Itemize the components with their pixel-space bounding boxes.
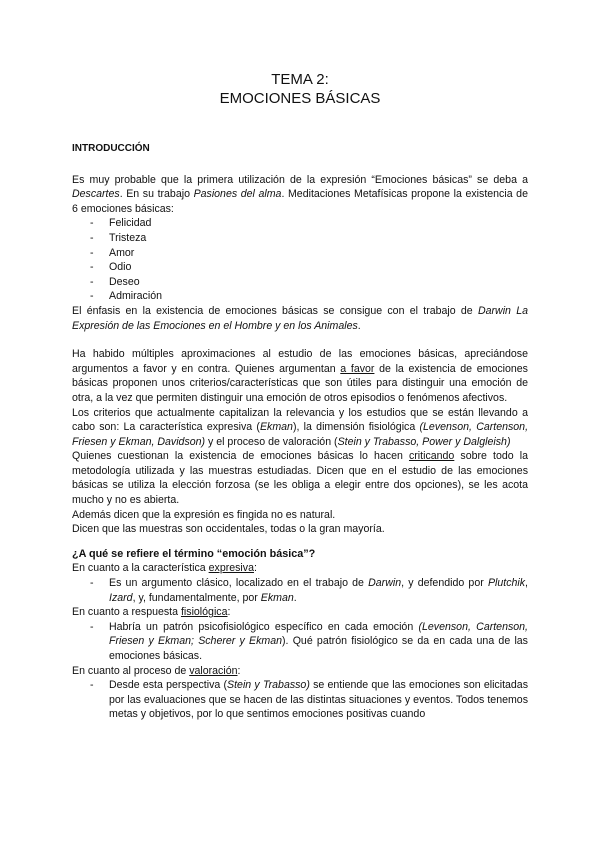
intro-paragraph-7: Dicen que las muestras son occidentales, todas o la gran mayoría. bbox=[72, 523, 385, 536]
text-run: En cuanto a la característica bbox=[72, 562, 209, 575]
intro-paragraph-6: Además dicen que la expresión es fingida no es natural. bbox=[72, 508, 336, 521]
text-run: : bbox=[237, 664, 241, 677]
citation: (Levenson, Cartenson, Friesen y Ekman, Davidson) bbox=[72, 421, 529, 448]
intro-heading: INTRODUCCIÓN bbox=[72, 143, 150, 154]
text-run: Desde esta perspectiva ( bbox=[109, 679, 228, 692]
intro-paragraph-3 bbox=[72, 347, 528, 405]
list-item: - Deseo bbox=[90, 275, 528, 290]
darwin-work: Darwin La Expresión de las Emociones en el Hombre y en los Animales bbox=[72, 304, 528, 332]
text-run: Es muy probable que la primera utilización de la expresión “Emociones básicas” se deba a bbox=[72, 173, 528, 186]
author-plutchik: Plutchik bbox=[487, 577, 526, 590]
text-run: El énfasis en la existencia de emociones básicas se consigue con el trabajo de bbox=[72, 304, 478, 317]
list-item: - Admiración bbox=[90, 289, 528, 304]
author-ekman: Ekman bbox=[259, 421, 293, 434]
work-title: Pasiones del alma bbox=[193, 188, 282, 201]
physiological-list bbox=[72, 620, 528, 664]
text-run: y el proceso de valoración ( bbox=[205, 435, 338, 448]
text-run: : bbox=[227, 606, 231, 619]
author-izard: Izard bbox=[109, 591, 133, 604]
list-item: - Tristeza bbox=[90, 231, 528, 246]
list-item bbox=[90, 576, 528, 605]
list-item bbox=[90, 620, 528, 664]
text-run: sobre todo la metodología utilizada y las muestras estudiadas. Dicen que en el estudio de las emociones básicas se utiliza la elección forzosa (se les obliga a elegir entre dos opciones), se les acota mucho y no es abierta. bbox=[72, 450, 528, 507]
author-descartes: Descartes bbox=[72, 188, 120, 201]
underlined-term: valoración bbox=[189, 664, 238, 677]
text-run: , y, fundamentalmente, por bbox=[132, 591, 261, 604]
list-item bbox=[90, 678, 528, 722]
appraisal-list bbox=[72, 678, 528, 722]
intro-paragraph-5 bbox=[72, 449, 528, 507]
citation: Stein y Trabasso, Power y Dalgleish) bbox=[337, 435, 511, 448]
section-2-heading: ¿A qué se refiere el término “emoción básica”? bbox=[72, 547, 316, 560]
text-run: ), la dimensión fisiológica bbox=[292, 421, 420, 434]
text-run: ). Qué patrón fisiológico se da en cada una de las emociones básicas. bbox=[109, 635, 528, 662]
title-line-1: TEMA 2: bbox=[271, 71, 329, 88]
underlined-term: fisiológica bbox=[180, 606, 228, 619]
intro-paragraph-2 bbox=[72, 304, 528, 333]
text-run: Es un argumento clásico, localizado en el trabajo de bbox=[109, 577, 369, 590]
text-run: . bbox=[293, 591, 297, 604]
list-item: - Felicidad bbox=[90, 216, 528, 231]
text-run: Habría un patrón psicofisiológico específico en cada emoción bbox=[109, 620, 419, 633]
document-title bbox=[72, 0, 528, 108]
text-run: . bbox=[357, 319, 361, 332]
text-run: Ha habido múltiples aproximaciones al estudio de las emociones básicas, apreciándose argumentos a favor y en contra. Quienes argumentan bbox=[72, 348, 528, 375]
text-run: . En su trabajo bbox=[119, 188, 194, 201]
appraisal-lead bbox=[72, 664, 528, 679]
list-item: - Odio bbox=[90, 260, 528, 275]
text-run: , y defendido por bbox=[401, 577, 488, 590]
physiological-lead bbox=[72, 605, 528, 620]
text-run: se entiende que las emociones son elicitadas por las evaluaciones que se hacen de las distintas situaciones y eventos. Todos tenemos metas y objetivos, por lo que sentimos emociones positivas cuando bbox=[109, 679, 528, 721]
intro-paragraph-4 bbox=[72, 406, 528, 450]
expressive-list bbox=[72, 576, 528, 605]
text-run: En cuanto a respuesta bbox=[72, 606, 181, 619]
text-run: de la existencia de emociones básicas proponen unos criterios/características que son útiles para distinguir una emoción de otra, a la vez que permiten distinguir una emoción de otros episodios o fenómenos afectivos. bbox=[72, 362, 528, 404]
underlined-term: expresiva bbox=[208, 562, 254, 575]
title-line-2: EMOCIONES BÁSICAS bbox=[219, 90, 381, 107]
citation: (Levenson, Cartenson, Friesen y Ekman; Scherer y Ekman bbox=[109, 620, 528, 648]
underlined-term: criticando bbox=[408, 450, 455, 463]
text-run: , bbox=[525, 577, 528, 590]
author-darwin: Darwin bbox=[368, 577, 402, 590]
list-item: - Amor bbox=[90, 246, 528, 261]
author-ekman: Ekman bbox=[260, 591, 294, 604]
text-run: : bbox=[253, 562, 257, 575]
text-run: Los criterios que actualmente capitalizan la relevancia y los estudios que se están llevando a cabo son: La característica expresiva ( bbox=[72, 406, 528, 434]
citation: Stein y Trabasso) bbox=[227, 679, 310, 692]
text-run: Quienes cuestionan la existencia de emociones básicas lo hacen bbox=[72, 450, 409, 463]
underlined-term: a favor bbox=[340, 362, 375, 375]
text-run: En cuanto al proceso de bbox=[72, 664, 190, 677]
emotions-list bbox=[72, 216, 528, 304]
text-run: . Meditaciones Metafísicas propone la existencia de 6 emociones básicas: bbox=[72, 188, 528, 215]
expressive-lead bbox=[72, 561, 528, 576]
intro-paragraph-1 bbox=[72, 173, 528, 217]
